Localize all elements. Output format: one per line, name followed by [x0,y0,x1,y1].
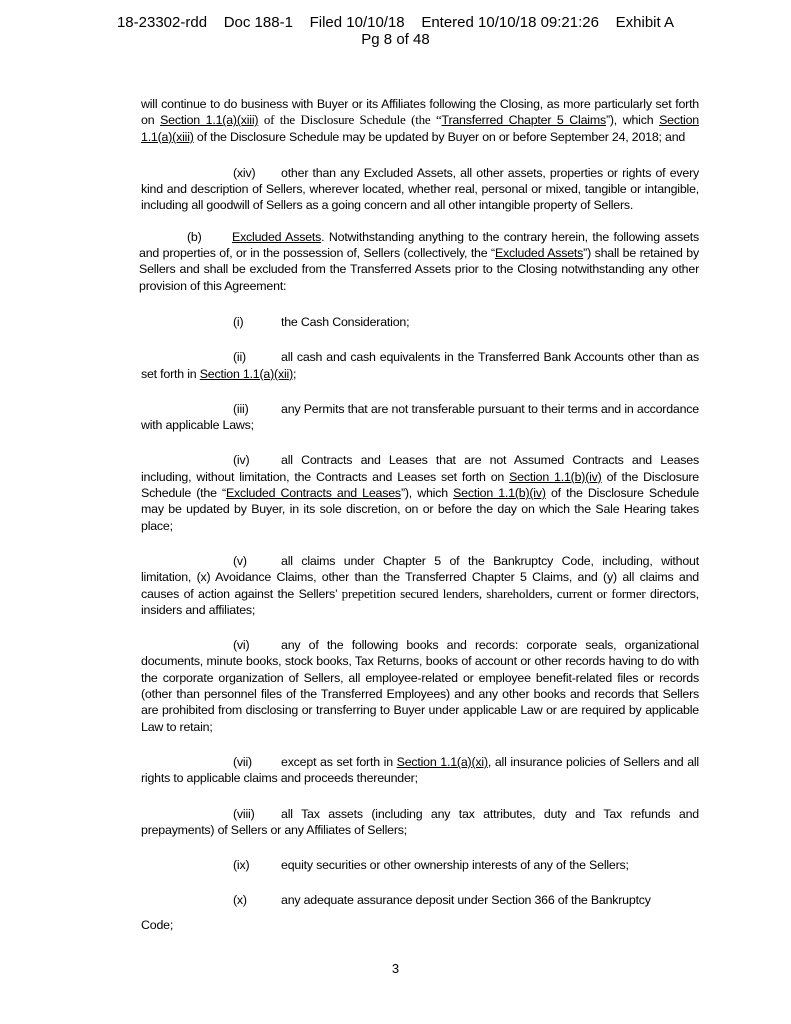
clause-number: (ix) [233,858,250,873]
paragraph-continuation [141,96,699,145]
clause-v [141,553,699,618]
section-reference: Section 1.1(a)(xii) [199,366,293,381]
document-body [141,96,699,948]
section-number: (b) [187,229,202,244]
clause-text: any adequate assurance deposit under Section 366 of the Bankruptcy [281,893,651,908]
text: of the Disclosure Schedule may be updated by Buyer, in its sole discretion, on or before the day on which the Sale Hearing takes place; [141,486,700,533]
clause-text: all claims under Chapter 5 of the Bankruptcy Code, including, without limitation, (x) Avoidance Claims, other than the Transferred Chapter 5 Claims, and (y) all claims and causes of action against the Sellers’ [141,553,699,601]
clause-iv [141,452,699,533]
clause-xiv [141,165,699,214]
text: will continue to do business with Buyer or its Affiliates following the Closing, as more particularly set forth on [141,97,699,128]
text: prepetition secured lenders, shareholders, current or former [341,585,646,601]
text: ”), which [400,486,454,501]
clause-x [141,892,699,933]
section-reference: Section 1.1(b)(iv) [453,486,546,501]
clause-viii [141,806,699,839]
text: directors, insiders and affiliates; [141,586,700,617]
clause-text: except as set forth in [281,754,397,769]
text: of the Disclosure Schedule may be updated by Buyer on or before September 24, 2018; and [193,129,686,144]
clause-text: other than any Excluded Assets, all other assets, properties or rights of every kind and description of Sellers, wherever located, whether real, personal or mixed, tangible or intangible, including all goodwill of Sellers as a going concern and all other intangible property of Sellers. [141,165,699,213]
clause-ix [141,857,699,873]
clause-text: all Contracts and Leases that are not Assumed Contracts and Leases including, without limitation, the Contracts and Leases set forth on [141,453,699,484]
docket-page-count: Pg 8 of 48 [361,31,430,48]
clause-number: (xiv) [233,165,256,180]
defined-term: Excluded Contracts and Leases [225,486,401,501]
text: , all insurance policies of Sellers and all rights to applicable claims and proceeds thereunder; [141,754,699,786]
clause-vi [141,637,699,735]
section-reference: Section 1.1(a)(xiii) [141,113,699,144]
section-b [139,229,699,294]
clause-text: equity securities or other ownership interests of any of the Sellers; [281,858,629,873]
clause-number: (ii) [233,350,246,365]
clause-number: (vii) [233,754,252,769]
docket-header-line: 18-23302-rdd Doc 188-1 Filed 10/10/18 Entered 10/10/18 09:21:26 Exhibit A [116,14,675,31]
clause-number: (x) [233,893,247,908]
clause-text: any of the following books and records: corporate seals, organizational documents, minute books, stock books, Tax Returns, books of account or other records having to do with the corporate organization of Sellers, all employee-related or employee benefit-related files or records (other than personnel files of the Transferred Employees) and any other books and records that Sellers are prohibited from disclosing or transferring to Buyer under applicable Law or are required by applicable Law to retain; [141,638,699,734]
section-reference: Section 1.1(b)(iv) [509,469,602,484]
section-reference: Section 1.1(a)(xiii) [160,113,259,128]
defined-term: Excluded Assets [494,246,584,261]
clause-text: any Permits that are not transferable pursuant to their terms and in accordance with applicable Laws; [141,401,699,433]
clause-number: (i) [233,314,244,329]
text: ”), which [605,113,660,128]
text: of the Disclosure Schedule (the “ [141,469,699,501]
docket-header [0,14,791,48]
clause-text: the Cash Consideration; [281,314,410,329]
clause-vii [141,754,699,787]
clause-iii [141,401,699,434]
clause-number: (vi) [233,638,250,653]
clause-text-continued: Code; [141,917,174,932]
clause-number: (iv) [233,453,250,468]
defined-term: Transferred Chapter 5 Claims [441,113,606,128]
clause-i [141,314,699,330]
text: ”) shall be retained by Sellers and shall be excluded from the Transferred Assets prior to the Closing notwithstanding any other provision of this Agreement: [139,246,699,293]
section-heading: Excluded Assets [232,229,322,244]
clause-text: all cash and cash equivalents in the Transferred Bank Accounts other than as set forth in [141,350,699,381]
clause-text: all Tax assets (including any tax attributes, duty and Tax refunds and prepayments) of Sellers or any Affiliates of Sellers; [141,806,699,837]
clause-number: (viii) [233,806,255,821]
section-reference: Section 1.1(a)(xi) [396,754,488,769]
clause-number: (iii) [233,401,249,416]
text: of the Disclosure Schedule (the “ [258,112,442,128]
text: ; [293,366,297,381]
page-number: 3 [391,961,400,976]
text: . Notwithstanding anything to the contrary herein, the following assets and properties of, or in the possession of, Sellers (collectively, the “ [139,229,699,261]
clause-number: (v) [233,553,247,568]
clause-ii [141,349,699,382]
